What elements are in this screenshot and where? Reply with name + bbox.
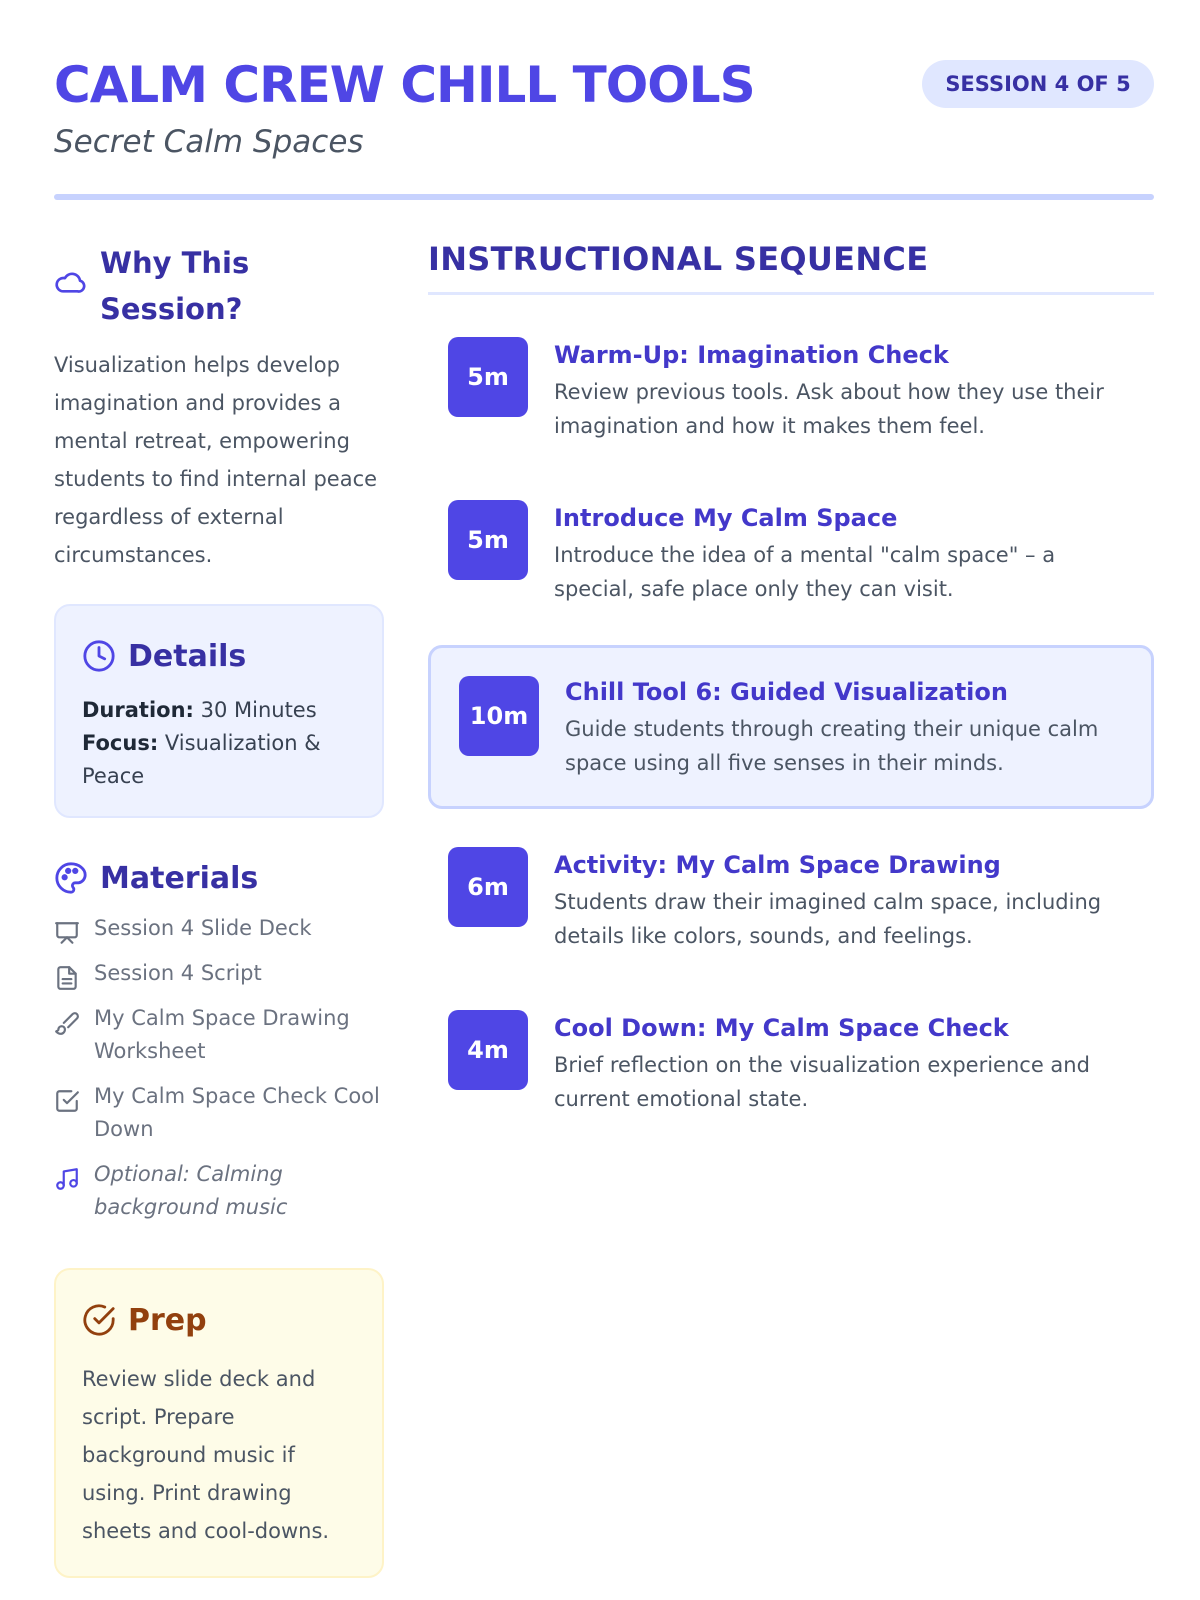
material-label: My Calm Space Drawing Worksheet — [94, 1006, 350, 1063]
why-section-header — [54, 240, 384, 336]
time-badge: 5m — [448, 500, 528, 580]
sequence-step-highlighted — [428, 645, 1154, 809]
list-item — [54, 1080, 394, 1146]
step-description: Guide students through creating their unique calm space using all five senses in their minds. — [565, 717, 1099, 775]
session-badge: SESSION 4 OF 5 — [922, 60, 1154, 108]
step-title: Cool Down: My Calm Space Check — [554, 1014, 1009, 1042]
step-description: Brief reflection on the visualization experience and current emotional state. — [554, 1053, 1090, 1111]
presentation-icon — [54, 920, 80, 946]
list-item — [54, 912, 394, 945]
instructional-sequence — [428, 240, 1154, 1111]
prep-header — [82, 1298, 356, 1342]
duration-label: Duration: — [82, 698, 194, 722]
list-item — [54, 957, 394, 990]
focus-value: Visualization & Peace — [82, 731, 321, 788]
material-label: Session 4 Script — [94, 961, 262, 985]
time-badge: 5m — [448, 337, 528, 417]
step-description: Review previous tools. Ask about how they use their imagination and how it makes them feel. — [554, 380, 1104, 438]
material-label: My Calm Space Check Cool Down — [94, 1084, 380, 1141]
sequence-title: INSTRUCTIONAL SEQUENCE — [428, 240, 929, 278]
left-column — [54, 240, 384, 574]
prep-card — [54, 1268, 384, 1578]
prep-description: Review slide deck and script. Prepare background music if using. Print drawing sheets and cool-downs. — [82, 1367, 330, 1543]
page-subtitle: Secret Calm Spaces — [54, 124, 364, 160]
material-label: Optional: Calming background music — [94, 1162, 288, 1219]
step-title: Introduce My Calm Space — [554, 504, 898, 532]
why-title: Why This Session? — [100, 246, 250, 326]
step-title: Chill Tool 6: Guided Visualization — [565, 678, 1008, 706]
materials-title: Materials — [100, 860, 259, 896]
materials-section — [54, 856, 394, 1236]
palette-icon — [54, 861, 88, 895]
page-title: CALM CREW CHILL TOOLS — [54, 56, 755, 114]
materials-list — [54, 912, 394, 1224]
time-badge: 4m — [448, 1010, 528, 1090]
header — [54, 52, 1154, 202]
music-icon — [54, 1166, 80, 1192]
why-description: Visualization helps develop imagination and provides a mental retreat, empowering students to find internal peace regardless of external circumstances. — [54, 353, 378, 567]
material-label: Session 4 Slide Deck — [94, 916, 312, 940]
lesson-plan-page — [54, 0, 1154, 1600]
clock-icon — [82, 639, 116, 673]
time-badge: 6m — [448, 847, 528, 927]
list-item — [54, 1002, 394, 1068]
checkbox-icon — [54, 1088, 80, 1114]
duration-row — [82, 694, 356, 727]
document-icon — [54, 965, 80, 991]
prep-title: Prep — [128, 1302, 207, 1338]
duration-value: 30 Minutes — [193, 698, 317, 722]
cloud-icon — [54, 266, 86, 298]
sequence-divider — [428, 292, 1154, 295]
details-card — [54, 604, 384, 818]
step-description: Introduce the idea of a mental "calm space" – a special, safe place only they can visit. — [554, 543, 1056, 601]
check-circle-icon — [82, 1303, 116, 1337]
step-title: Activity: My Calm Space Drawing — [554, 851, 1001, 879]
list-item — [54, 1158, 394, 1224]
time-badge: 10m — [459, 676, 539, 756]
materials-header — [54, 856, 394, 900]
details-title: Details — [128, 638, 247, 674]
brush-icon — [54, 1010, 80, 1036]
focus-label: Focus: — [82, 731, 159, 755]
details-header — [82, 634, 356, 678]
focus-row — [82, 727, 356, 793]
step-title: Warm-Up: Imagination Check — [554, 341, 949, 369]
header-divider — [54, 194, 1154, 200]
details-body — [82, 694, 356, 793]
step-description: Students draw their imagined calm space, including details like colors, sounds, and feelings. — [554, 890, 1102, 948]
